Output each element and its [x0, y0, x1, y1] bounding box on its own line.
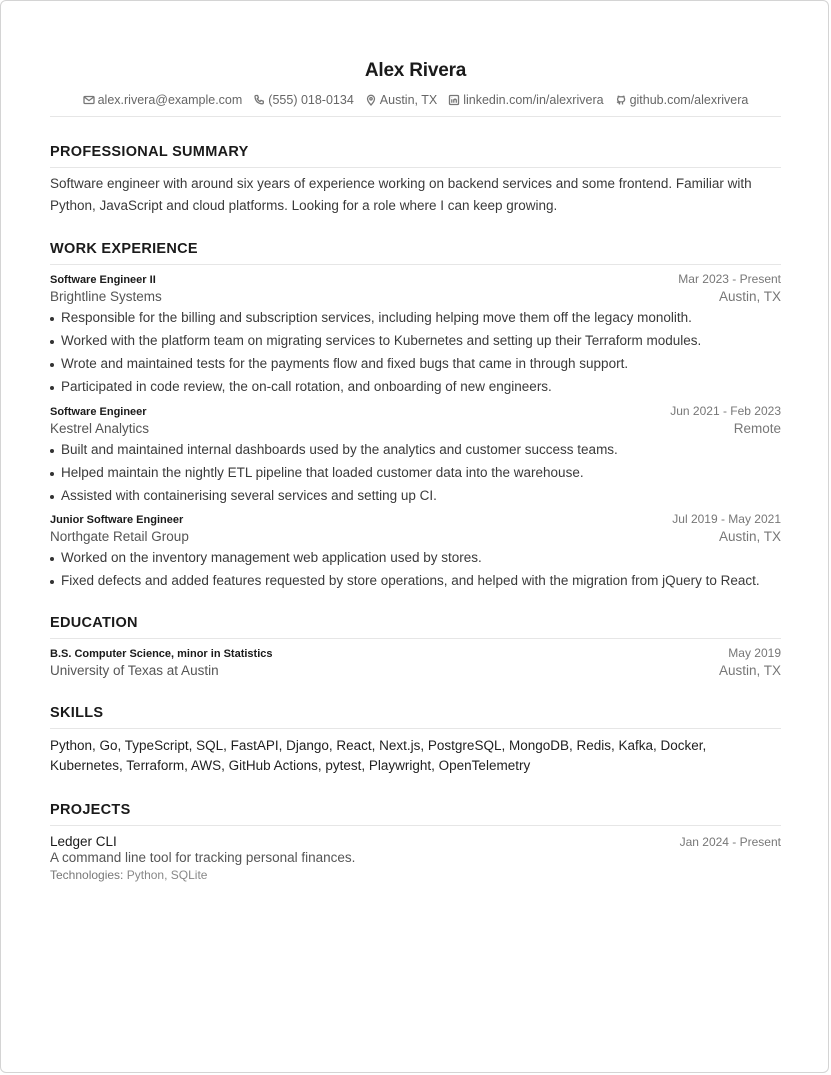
map-pin-icon: [365, 94, 377, 106]
summary-text: Software engineer with around six years of experience working on backend services and some frontend. Familiar with Python, JavaScript and cloud platforms. Looking for a role where I can keep growing.: [50, 176, 752, 213]
bullet-item: Worked with the platform team on migrating services to Kubernetes and setting up their Terraform modules.: [50, 330, 781, 352]
job-bullets: [50, 547, 781, 592]
job-company: Brightline Systems: [50, 289, 162, 304]
experience-section: [50, 240, 781, 592]
section-title-education: EDUCATION: [50, 614, 781, 639]
education-degree: B.S. Computer Science, minor in Statistics: [50, 648, 273, 660]
mail-icon: [83, 94, 95, 106]
section-title-skills: SKILLS: [50, 704, 781, 729]
project-entry: [50, 834, 781, 882]
location-text: Austin, TX: [379, 93, 438, 107]
github-text: github.com/alexrivera: [629, 93, 749, 107]
bullet-item: Fixed defects and added features requested by store operations, and helped with the migration from jQuery to React.: [50, 570, 781, 592]
project-description: A command line tool for tracking personal finances.: [50, 850, 356, 865]
github-icon: [615, 94, 627, 106]
project-technologies: [50, 868, 781, 882]
section-title-summary: PROFESSIONAL SUMMARY: [50, 143, 781, 168]
skills-text: Python, Go, TypeScript, SQL, FastAPI, Django, React, Next.js, PostgreSQL, MongoDB, Redis, Kafka, Docker, Kubernetes, Terraform, AWS, GitHub Actions, pytest, Playwright, OpenTelemetry: [50, 738, 707, 773]
bullet-item: Participated in code review, the on-call rotation, and onboarding of new engineers.: [50, 376, 781, 398]
project-tech-list: Python, SQLite: [126, 868, 208, 882]
project-name: Ledger CLI: [50, 834, 117, 849]
bullet-item: Responsible for the billing and subscription services, including helping move them off the legacy monolith.: [50, 307, 781, 329]
linkedin-text: linkedin.com/in/alexrivera: [463, 93, 604, 107]
job-dates: Mar 2023 - Present: [678, 272, 781, 286]
education-date: May 2019: [728, 646, 781, 660]
job-location: Austin, TX: [718, 529, 781, 544]
project-tech-label: Technologies:: [50, 868, 124, 882]
phone-icon: [253, 94, 265, 106]
resume-content: [50, 59, 781, 882]
bullet-item: Assisted with containerising several services and setting up CI.: [50, 485, 781, 507]
linkedin-icon: [448, 94, 460, 106]
contact-email[interactable]: [83, 92, 243, 108]
summary-section: [50, 143, 781, 217]
job-entry: [50, 404, 781, 507]
education-school: University of Texas at Austin: [50, 663, 219, 678]
contact-bar: [50, 92, 781, 108]
job-entry: [50, 512, 781, 592]
bullet-item: Worked on the inventory management web application used by stores.: [50, 547, 781, 569]
job-role: Software Engineer II: [50, 274, 156, 286]
job-dates: Jun 2021 - Feb 2023: [670, 404, 781, 418]
job-company: Kestrel Analytics: [50, 421, 150, 436]
bullet-item: Built and maintained internal dashboards used by the analytics and customer success teams.: [50, 439, 781, 461]
job-dates: Jul 2019 - May 2021: [672, 512, 781, 526]
contact-linkedin[interactable]: [448, 92, 603, 108]
bullet-item: Wrote and maintained tests for the payments flow and fixed bugs that came in through support.: [50, 353, 781, 375]
job-role: Junior Software Engineer: [50, 514, 184, 526]
job-role: Software Engineer: [50, 406, 147, 418]
job-location: Austin, TX: [718, 289, 781, 304]
contact-phone[interactable]: [253, 92, 353, 108]
education-location: Austin, TX: [718, 663, 781, 678]
job-bullets: [50, 439, 781, 507]
job-entry: [50, 272, 781, 398]
contact-location: [365, 92, 437, 108]
header-divider: [50, 116, 781, 117]
bullet-item: Helped maintain the nightly ETL pipeline that loaded customer data into the warehouse.: [50, 462, 781, 484]
section-title-experience: WORK EXPERIENCE: [50, 240, 781, 265]
job-location: Remote: [733, 421, 781, 436]
education-section: [50, 614, 781, 678]
skills-section: [50, 704, 781, 776]
job-company: Northgate Retail Group: [50, 529, 189, 544]
section-title-projects: PROJECTS: [50, 801, 781, 826]
phone-text: (555) 018-0134: [268, 93, 354, 107]
candidate-name: Alex Rivera: [364, 60, 467, 81]
contact-github[interactable]: [615, 92, 749, 108]
email-text: alex.rivera@example.com: [97, 93, 243, 107]
job-bullets: [50, 307, 781, 398]
projects-section: [50, 801, 781, 882]
project-dates: Jan 2024 - Present: [679, 835, 781, 849]
